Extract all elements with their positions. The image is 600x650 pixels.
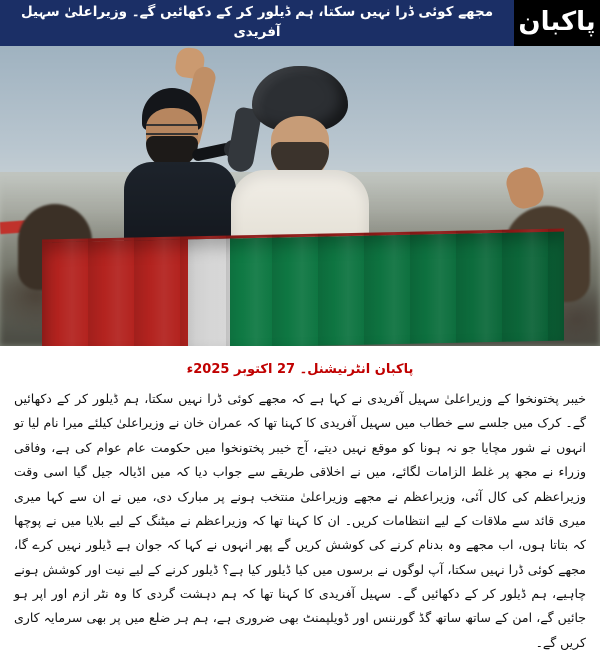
photo-flag-banner-folds [42,229,564,346]
photo-person-with-microphone [118,88,238,258]
byline: پاکبان انٹرنیشنل۔ 27 اکتوبر 2025ء [186,362,414,377]
article-photo [0,46,600,346]
article-body [0,387,600,650]
site-logo[interactable]: پاکبان [514,0,600,46]
article-paragraph: خیبر پختونخوا کے وزیراعلیٰ سہیل آفریدی نے کہا ہے کہ مجھے کوئی ڈرا نہیں سکتا، ہم ڈیلور کر کے دکھائیں گے۔ کرک میں جلسے سے خطاب میں سہیل آفریدی کا کہنا تھا کہ عمران خان نے وزیراعلیٰ کیلئے میرا نام لیا تو انہوں نے شور مچایا جو نہ ہونا کو موقع نہیں دیتے، آج خیبر پختونخوا میں حکومت عام عوام کی ہے، وفاقی وزراء نے مجھ پر غلط الزامات لگائے، میں نے اخلاقی طریقے سے جواب دیا کہ میں اڈیالہ جیل گیا اسی وقت وزیراعظم کی کال آئی، وزیراعظم نے مجھے وزیراعلیٰ منتخب ہونے پر مبارک دی، میں نے ان سے کہا میری میری قائد سے ملاقات کے لیے انتظامات کریں۔ ان کا کہنا تھا کہ وزیراعظم نے میٹنگ کے لیے بلایا میں نے پوچھا کہ بتاتا ہوں، اب مجھے وہ بدنام کرنے کی کوشش کریں گے پھر انہوں نے کہا کہ جوان ہے ڈیلور نہیں کرے گا، مجھے کوئی ڈرا نہیں سکتا، آپ لوگوں نے برسوں میں کیا ڈیلور کیا ہے؟ ڈیلور کرنے کے لیے نیت اور کوشش ہونے چاہیے، ہم ڈیلور کر کے دکھائیں گے۔ سہیل آفریدی کا کہنا تھا کہ ہم دہشت گردی کا وہ نٹر ازم اور اپر ہو جائیں گے، امن کے ساتھ ساتھ گڈ گورننس اور ڈویلپمنٹ بھی ضروری ہے، ہم ہر ضلع میں پر بھی سرمایہ کاری کریں گے۔ [14,391,586,650]
headline-text: مجھے کوئی ڈرا نہیں سکتا، ہم ڈیلور کر کے دکھائیں گے۔ وزیراعلیٰ سہیل آفریدی [0,0,514,46]
photo-person-glasses [146,124,198,135]
header-banner [0,0,600,46]
